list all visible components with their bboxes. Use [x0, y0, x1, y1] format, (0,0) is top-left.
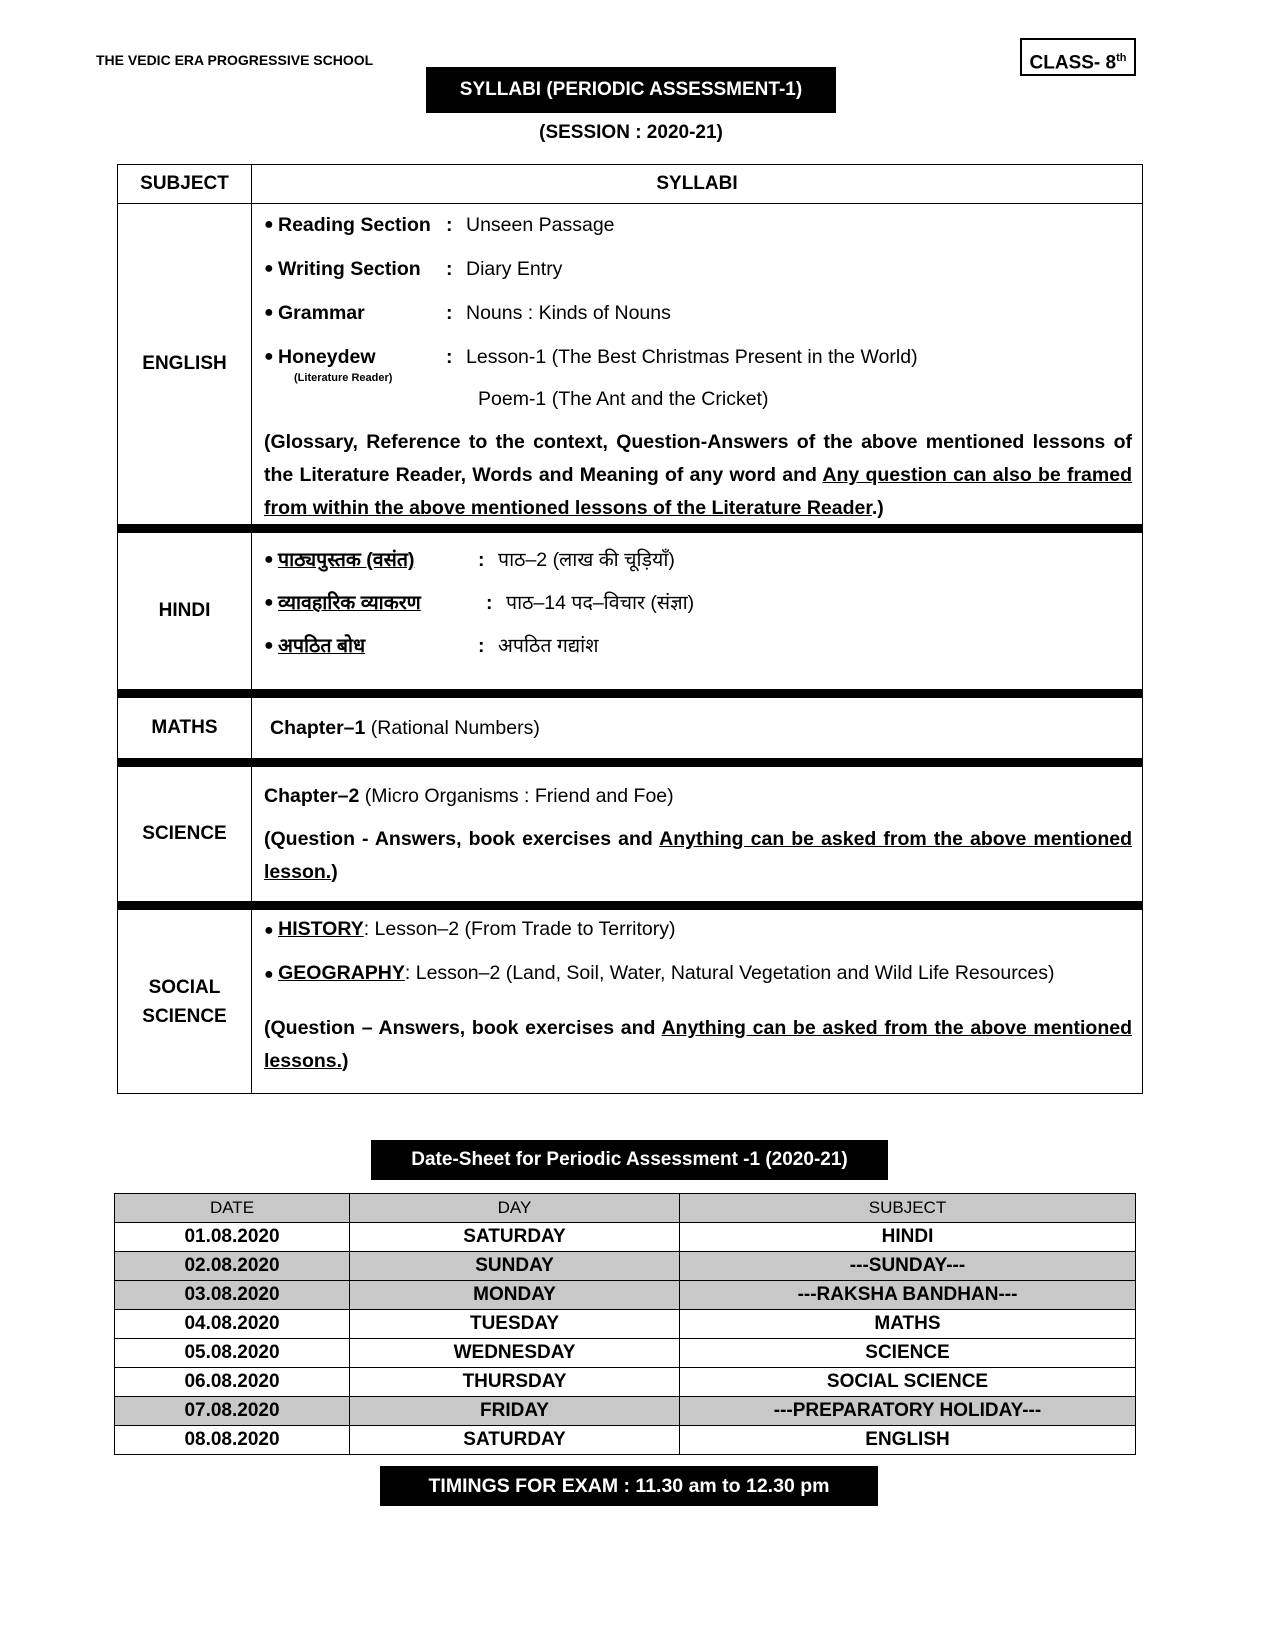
datesheet-table — [114, 1193, 1136, 1455]
item-value: Diary Entry — [466, 258, 563, 280]
note-underlined: Any question can also be framed from within the above mentioned lessons of the Literature Reader — [264, 464, 1132, 519]
history-item — [264, 914, 1132, 958]
honeydew-label: Honeydew — [278, 346, 376, 368]
item-value: Unseen Passage — [466, 214, 615, 236]
history-label: HISTORY — [278, 918, 364, 940]
english-item — [264, 298, 1132, 342]
note-underlined: Anything can be asked from the above mentioned lessons. — [264, 1017, 1132, 1072]
table-row — [115, 1252, 1136, 1281]
note-end: ) — [331, 861, 338, 883]
note-end: ) — [342, 1050, 349, 1072]
row-separator — [118, 759, 1143, 767]
day-cell: MONDAY — [350, 1281, 680, 1310]
day-cell: THURSDAY — [350, 1368, 680, 1397]
colon: : — [478, 635, 485, 657]
colon: : — [446, 302, 453, 324]
english-item — [264, 342, 1132, 384]
subject-cell: ---PREPARATORY HOLIDAY--- — [680, 1397, 1136, 1426]
english-note — [264, 426, 1132, 525]
datesheet-title: Date-Sheet for Periodic Assessment -1 (2020-21) — [371, 1140, 888, 1180]
row-maths — [118, 698, 1143, 759]
table-row — [115, 1310, 1136, 1339]
chapter-label: Chapter–1 — [270, 717, 366, 739]
colon: : — [446, 258, 453, 280]
history-value: : Lesson–2 (From Trade to Territory) — [363, 918, 676, 940]
class-superscript: th — [1116, 52, 1127, 64]
english-item — [264, 254, 1132, 298]
bullet-icon: ● — [264, 594, 274, 611]
day-cell: TUESDAY — [350, 1310, 680, 1339]
table-row — [115, 1339, 1136, 1368]
social-note — [264, 1012, 1132, 1078]
date-cell: 08.08.2020 — [115, 1426, 350, 1455]
date-cell: 01.08.2020 — [115, 1223, 350, 1252]
subject-social-science — [118, 910, 252, 1094]
maths-syllabus — [252, 698, 1143, 759]
page-title: SYLLABI (PERIODIC ASSESSMENT-1) — [426, 67, 836, 113]
syllabus-header-row — [118, 165, 1143, 204]
geography-value: : Lesson–2 (Land, Soil, Water, Natural Vegetation and Wild Life Resources) — [404, 962, 1055, 984]
hindi-item — [264, 545, 1132, 588]
date-cell: 06.08.2020 — [115, 1368, 350, 1397]
exam-timings: TIMINGS FOR EXAM : 11.30 am to 12.30 pm — [380, 1466, 878, 1506]
table-row — [115, 1397, 1136, 1426]
subject-cell: ---SUNDAY--- — [680, 1252, 1136, 1281]
colon: : — [478, 549, 485, 571]
row-separator — [118, 525, 1143, 533]
geography-label: GEOGRAPHY — [278, 962, 405, 984]
datesheet-header-row — [115, 1194, 1136, 1223]
day-cell: SATURDAY — [350, 1426, 680, 1455]
date-cell: 04.08.2020 — [115, 1310, 350, 1339]
row-separator — [118, 690, 1143, 698]
bullet-icon: ● — [264, 637, 274, 654]
item-label: अपठित बोध — [278, 635, 366, 657]
subject-cell: SCIENCE — [680, 1339, 1136, 1368]
row-social-science — [118, 910, 1143, 1094]
table-row — [115, 1223, 1136, 1252]
table-row — [115, 1426, 1136, 1455]
hindi-item — [264, 588, 1132, 631]
col-subject: SUBJECT — [680, 1194, 1136, 1223]
bullet-icon: ● — [264, 348, 274, 365]
col-date: DATE — [115, 1194, 350, 1223]
row-science — [118, 767, 1143, 902]
col-day: DAY — [350, 1194, 680, 1223]
english-syllabus — [252, 204, 1143, 525]
subject-line-1: SOCIAL — [148, 976, 221, 998]
item-value: Nouns : Kinds of Nouns — [466, 302, 671, 324]
bullet-icon: ● — [264, 922, 279, 939]
geography-item — [264, 958, 1132, 1012]
item-label: Grammar — [278, 302, 365, 324]
item-label: Reading Section — [278, 214, 431, 236]
subject-cell: MATHS — [680, 1310, 1136, 1339]
subject-cell: HINDI — [680, 1223, 1136, 1252]
item-value: पाठ–14 पद–विचार (संज्ञा) — [506, 592, 695, 614]
item-label: पाठ्यपुस्तक (वसंत) — [278, 549, 415, 571]
note-text: (Question - Answers, book exercises and — [264, 828, 660, 850]
bullet-icon: ● — [264, 551, 274, 568]
session-label: (SESSION : 2020-21) — [539, 122, 723, 143]
bullet-icon: ● — [264, 966, 279, 983]
bullet-icon: ● — [264, 260, 274, 277]
subject-cell: ENGLISH — [680, 1426, 1136, 1455]
class-text: CLASS- 8 — [1029, 52, 1117, 74]
day-cell: WEDNESDAY — [350, 1339, 680, 1368]
date-cell: 03.08.2020 — [115, 1281, 350, 1310]
subject-science: SCIENCE — [118, 767, 252, 902]
school-name: THE VEDIC ERA PROGRESSIVE SCHOOL — [96, 52, 374, 68]
item-value: Lesson-1 (The Best Christmas Present in the World) — [466, 346, 918, 368]
subject-cell: ---RAKSHA BANDHAN--- — [680, 1281, 1136, 1310]
class-label — [1020, 38, 1136, 76]
day-cell: FRIDAY — [350, 1397, 680, 1426]
date-cell: 05.08.2020 — [115, 1339, 350, 1368]
row-english — [118, 204, 1143, 525]
day-cell: SATURDAY — [350, 1223, 680, 1252]
bullet-icon: ● — [264, 216, 274, 233]
chapter-title: (Micro Organisms : Friend and Foe) — [359, 785, 674, 807]
hindi-item — [264, 631, 1132, 674]
syllabus-table — [117, 164, 1143, 1094]
science-note — [264, 823, 1132, 889]
poem-line: Poem-1 (The Ant and the Cricket) — [478, 388, 769, 410]
row-hindi — [118, 533, 1143, 690]
english-item — [264, 210, 1132, 254]
item-value: अपठित गद्यांश — [498, 635, 599, 657]
col-subject: SUBJECT — [118, 165, 252, 204]
item-label: व्यावहारिक व्याकरण — [278, 592, 421, 614]
hindi-syllabus — [252, 533, 1143, 690]
date-cell: 07.08.2020 — [115, 1397, 350, 1426]
science-chapter — [264, 781, 1132, 823]
colon: : — [446, 346, 453, 368]
social-science-syllabus — [252, 910, 1143, 1094]
note-text: (Glossary, Reference to the context, Question-Answers of the above mentioned lessons of the Literature Reader, Words and Meaning of any word and — [264, 431, 1132, 486]
honeydew-sublabel: (Literature Reader) — [294, 372, 393, 384]
date-cell: 02.08.2020 — [115, 1252, 350, 1281]
table-row — [115, 1368, 1136, 1397]
subject-maths: MATHS — [118, 698, 252, 759]
subject-line-2: SCIENCE — [142, 1005, 227, 1027]
day-cell: SUNDAY — [350, 1252, 680, 1281]
row-separator — [118, 902, 1143, 910]
subject-cell: SOCIAL SCIENCE — [680, 1368, 1136, 1397]
subject-hindi: HINDI — [118, 533, 252, 690]
col-syllabi: SYLLABI — [252, 165, 1143, 204]
chapter-title: (Rational Numbers) — [365, 717, 540, 739]
bullet-icon: ● — [264, 304, 274, 321]
note-underlined: Anything can be asked from the above mentioned lesson. — [264, 828, 1132, 883]
item-label: Writing Section — [278, 258, 421, 280]
science-syllabus — [252, 767, 1143, 902]
table-row — [115, 1281, 1136, 1310]
colon: : — [486, 592, 493, 614]
subject-english: ENGLISH — [118, 204, 252, 525]
note-end: .) — [871, 497, 884, 519]
note-text: (Question – Answers, book exercises and — [264, 1017, 662, 1039]
item-label — [278, 342, 446, 384]
chapter-label: Chapter–2 — [264, 785, 360, 807]
item-value: पाठ–2 (लाख की चूड़ियाँ) — [498, 549, 675, 571]
colon: : — [446, 214, 453, 236]
